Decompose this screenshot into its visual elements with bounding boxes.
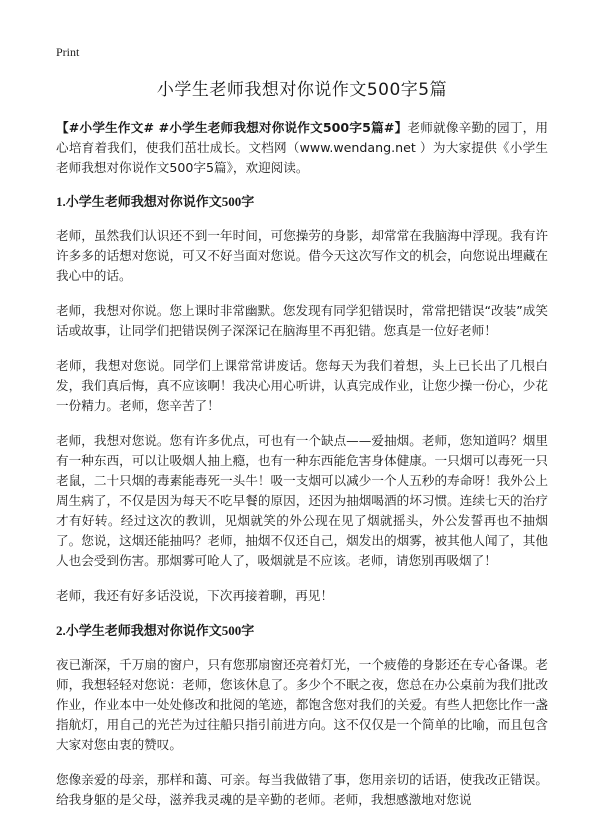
paragraph: 老师，我还有好多话没说，下次再接着聊，再见！ (56, 588, 334, 603)
paragraph: 您像亲爱的母亲，那样和蔼、可亲。每当我做错了事，您用亲切的话语，使我改正错误。给我身躯的是父母，滋养我灵魂的是辛勤的老师。老师，我想感激地对您说 (56, 772, 548, 807)
page-title: 小学生老师我想对你说作文500字5篇 (156, 80, 448, 100)
intro-tags: 【#小学生作文# #小学生老师我想对你说作文500字5篇#】 (56, 120, 408, 135)
section-2 (56, 621, 548, 810)
section-heading: 1.小学生老师我想对你说作文500字 (56, 194, 255, 209)
paragraph: 夜已渐深，千万扇的窗户，只有您那扇窗还亮着灯光，一个疲倦的身影还在专心备课。老师，我想轻轻对您说：老师，您该休息了。多少个不眠之夜，您总在办公桌前为我们批改作业，作业本中一处处修改和批阅的笔迹，都饱含您对我们的关爱。有些人把您比作一盏指航灯，用自己的光芒为过往船只指引前进方向。这不仅仅是一个简单的比喻，而且包含大家对您由衷的赞叹。 (56, 657, 548, 752)
intro-text: 老师就像辛勤的园丁，用心培育着我们，使我们茁壮成长。文档网（www.wendang.net ）为大家提供《小学生老师我想对你说作文500字5篇》，欢迎阅读。 (56, 120, 549, 175)
paragraph: 老师，我想对你说。您上课时非常幽默。您发现有同学犯错误时，常常把错误“改装”成笑话或故事，让同学们把错误例子深深记在脑海里不再犯错。您真是一位好老师！ (56, 303, 548, 338)
intro-paragraph (56, 118, 548, 178)
section-heading: 2.小学生老师我想对你说作文500字 (56, 623, 255, 638)
paragraph: 老师，我想对您说。同学们上课常常讲废话。您每天为我们着想，头上已长出了几根白发，我们真后悔，真不应该啊！我决心用心听讲，认真完成作业，让您少操一份心，少花一份精力。老师，您辛苦了！ (56, 358, 548, 413)
print-label: Print (56, 45, 80, 59)
section-1 (56, 192, 548, 606)
paragraph: 老师，我想对您说。您有许多优点，可也有一个缺点——爱抽烟。老师，您知道吗？烟里有一种东西，可以让吸烟人抽上瘾，也有一种东西能危害身体健康。一只烟可以毒死一只老鼠，二十只烟的毒素能毒死一头牛！吸一支烟可以减少一个人五秒的寿命呀！我外公上周生病了，不仅是因为每天不吃早餐的原因，还因为抽烟喝酒的坏习惯。连续七天的治疗才有好转。经过这次的教训，见烟就笑的外公现在见了烟就摇头，外公发誓再也不抽烟了。您说，这烟还能抽吗？老师，抽烟不仅还自己，烟发出的烟雾，被其他人闻了，其他人也会受到伤害。那烟雾可呛人了，吸烟就是不应该。老师，请您别再吸烟了！ (56, 433, 548, 568)
paragraph: 老师，虽然我们认识还不到一年时间，可您操劳的身影，却常常在我脑海中浮现。我有许许多多的话想对您说，可又不好当面对您说。借今天这次写作文的机会，向您说出埋藏在我心中的话。 (56, 228, 548, 283)
